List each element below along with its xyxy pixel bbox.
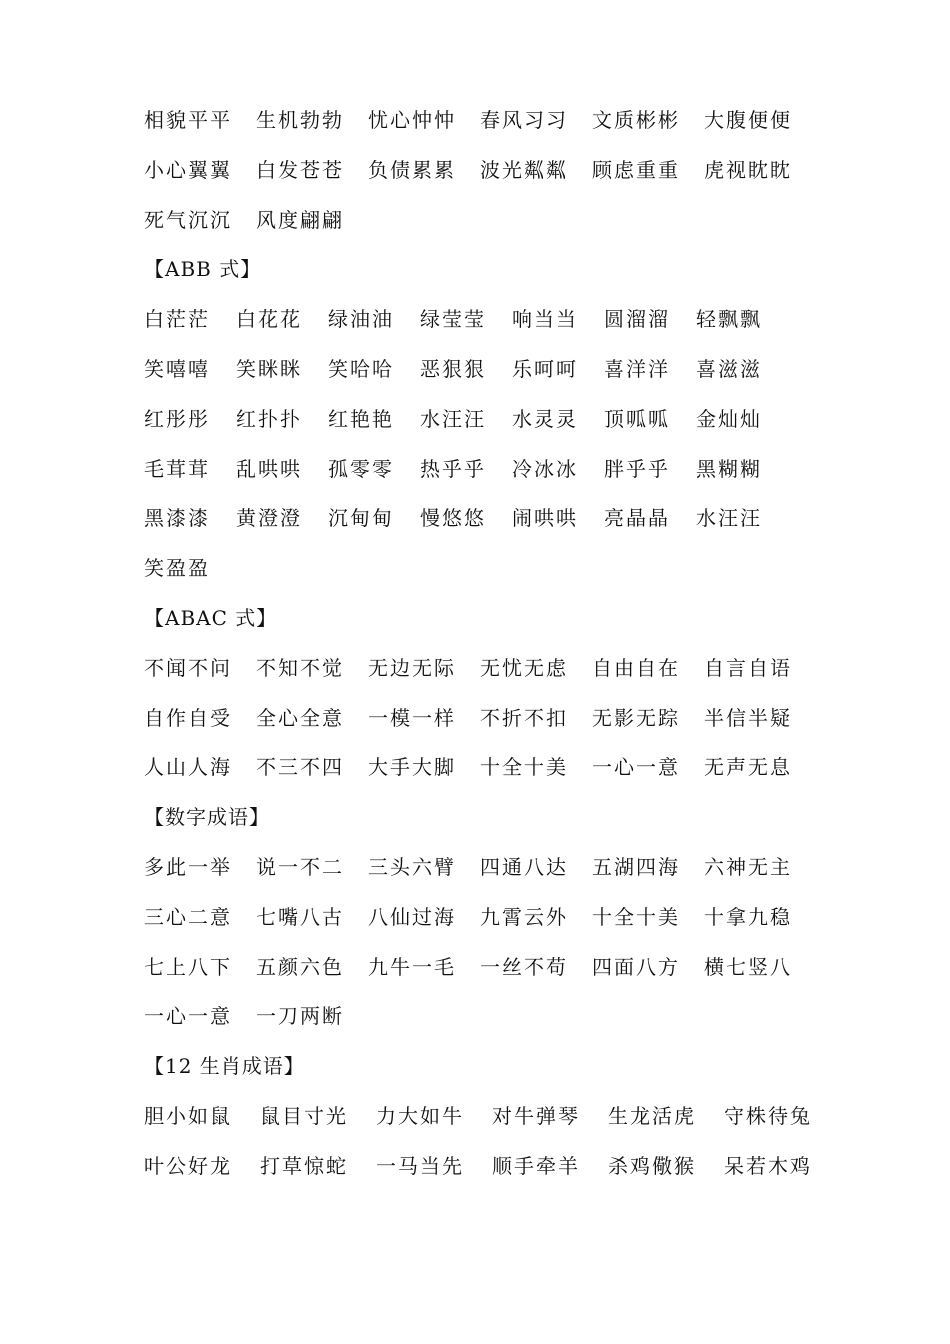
idiom-word: 三心二意 <box>144 904 232 929</box>
idiom-word: 一马当先 <box>376 1153 464 1178</box>
idiom-word: 力大如牛 <box>376 1103 464 1128</box>
idiom-word: 多此一举 <box>144 854 232 879</box>
idiom-word: 一刀两断 <box>256 1004 344 1029</box>
idiom-word: 五湖四海 <box>592 854 680 879</box>
idiom-row <box>144 196 844 246</box>
idiom-word: 人山人海 <box>144 755 232 780</box>
idiom-word: 不三不四 <box>256 755 344 780</box>
idiom-word: 闹哄哄 <box>512 506 578 531</box>
idiom-word: 春风习习 <box>480 108 568 132</box>
idiom-word: 大腹便便 <box>704 108 792 132</box>
idiom-word: 负债累累 <box>368 157 456 182</box>
idiom-row <box>144 943 844 993</box>
idiom-word: 九牛一毛 <box>368 954 456 979</box>
idiom-word: 水灵灵 <box>512 406 578 431</box>
idiom-word: 水汪汪 <box>420 406 486 431</box>
idiom-word: 自作自受 <box>144 705 232 730</box>
idiom-row <box>144 743 844 793</box>
idiom-row <box>144 345 844 395</box>
idiom-word: 四面八方 <box>592 954 680 979</box>
idiom-document <box>144 96 844 1192</box>
section-header: 【数字成语】 <box>144 805 270 830</box>
idiom-word: 乐呵呵 <box>512 356 578 381</box>
section-header: 【ABB 式】 <box>144 257 262 282</box>
idiom-row <box>144 544 844 594</box>
idiom-word: 三头六臂 <box>368 854 456 879</box>
idiom-word: 笑盈盈 <box>144 556 210 581</box>
idiom-word: 十全十美 <box>480 755 568 780</box>
idiom-word: 慢悠悠 <box>420 506 486 531</box>
idiom-word: 绿莹莹 <box>420 307 486 332</box>
section-header: 【12 生肖成语】 <box>144 1054 305 1079</box>
idiom-word: 小心翼翼 <box>144 157 232 182</box>
idiom-word: 波光粼粼 <box>480 157 568 182</box>
idiom-word: 一丝不苟 <box>480 954 568 979</box>
idiom-row <box>144 644 844 694</box>
idiom-word: 横七竖八 <box>704 954 792 979</box>
idiom-word: 轻飘飘 <box>696 307 762 332</box>
idiom-word: 七嘴八古 <box>256 904 344 929</box>
idiom-word: 死气沉沉 <box>144 207 232 232</box>
idiom-word: 冷冰冰 <box>512 456 578 481</box>
idiom-word: 自由自在 <box>592 655 680 680</box>
idiom-word: 无影无踪 <box>592 705 680 730</box>
idiom-word: 对牛弹琴 <box>492 1103 580 1128</box>
idiom-word: 叶公好龙 <box>144 1153 232 1178</box>
idiom-row <box>144 843 844 893</box>
idiom-word: 金灿灿 <box>696 406 762 431</box>
idiom-word: 无声无息 <box>704 755 792 780</box>
idiom-word: 绿油油 <box>328 307 394 332</box>
idiom-word: 呆若木鸡 <box>724 1153 812 1178</box>
idiom-word: 八仙过海 <box>368 904 456 929</box>
idiom-word: 一模一样 <box>368 705 456 730</box>
idiom-word: 十拿九稳 <box>704 904 792 929</box>
idiom-row <box>144 694 844 744</box>
idiom-word: 无忧无虑 <box>480 655 568 680</box>
idiom-row <box>144 395 844 445</box>
idiom-row <box>144 445 844 495</box>
idiom-word: 黄澄澄 <box>236 506 302 531</box>
idiom-word: 乱哄哄 <box>236 456 302 481</box>
idiom-word: 喜洋洋 <box>604 356 670 381</box>
idiom-word: 无边无际 <box>368 655 456 680</box>
idiom-word: 笑哈哈 <box>328 356 394 381</box>
idiom-word: 大手大脚 <box>368 755 456 780</box>
idiom-word: 杀鸡儆猴 <box>608 1153 696 1178</box>
idiom-word: 顺手牵羊 <box>492 1153 580 1178</box>
idiom-word: 文质彬彬 <box>592 108 680 132</box>
idiom-word: 相貌平平 <box>144 108 232 132</box>
idiom-word: 胆小如鼠 <box>144 1103 232 1128</box>
idiom-word: 七上八下 <box>144 954 232 979</box>
idiom-word: 红艳艳 <box>328 406 394 431</box>
idiom-word: 黑糊糊 <box>696 456 762 481</box>
idiom-row <box>144 96 844 146</box>
idiom-word: 不知不觉 <box>256 655 344 680</box>
idiom-word: 十全十美 <box>592 904 680 929</box>
idiom-word: 一心一意 <box>144 1004 232 1029</box>
idiom-word: 自言自语 <box>704 655 792 680</box>
idiom-word: 水汪汪 <box>696 506 762 531</box>
idiom-word: 六神无主 <box>704 854 792 879</box>
idiom-word: 生机勃勃 <box>256 108 344 132</box>
idiom-word: 笑眯眯 <box>236 356 302 381</box>
idiom-word: 说一不二 <box>256 854 344 879</box>
idiom-word: 一心一意 <box>592 755 680 780</box>
idiom-word: 生龙活虎 <box>608 1103 696 1128</box>
idiom-row <box>144 1092 844 1142</box>
idiom-word: 圆溜溜 <box>604 307 670 332</box>
idiom-row <box>144 1142 844 1192</box>
idiom-word: 毛茸茸 <box>144 456 210 481</box>
idiom-row <box>144 295 844 345</box>
idiom-word: 全心全意 <box>256 705 344 730</box>
idiom-word: 喜滋滋 <box>696 356 762 381</box>
idiom-word: 黑漆漆 <box>144 506 210 531</box>
idiom-word: 红彤彤 <box>144 406 210 431</box>
idiom-row <box>144 494 844 544</box>
idiom-word: 热乎乎 <box>420 456 486 481</box>
idiom-word: 不折不扣 <box>480 705 568 730</box>
idiom-word: 九霄云外 <box>480 904 568 929</box>
idiom-row <box>144 146 844 196</box>
idiom-word: 不闻不问 <box>144 655 232 680</box>
idiom-word: 顾虑重重 <box>592 157 680 182</box>
idiom-word: 五颜六色 <box>256 954 344 979</box>
idiom-word: 沉甸甸 <box>328 506 394 531</box>
idiom-word: 胖乎乎 <box>604 456 670 481</box>
idiom-word: 打草惊蛇 <box>260 1153 348 1178</box>
idiom-word: 鼠目寸光 <box>260 1103 348 1128</box>
idiom-word: 白发苍苍 <box>256 157 344 182</box>
idiom-word: 白茫茫 <box>144 307 210 332</box>
idiom-word: 恶狠狠 <box>420 356 486 381</box>
idiom-word: 虎视眈眈 <box>704 157 792 182</box>
idiom-word: 风度翩翩 <box>256 207 344 232</box>
idiom-word: 笑嘻嘻 <box>144 356 210 381</box>
idiom-word: 孤零零 <box>328 456 394 481</box>
section-header: 【ABAC 式】 <box>144 605 278 630</box>
idiom-word: 半信半疑 <box>704 705 792 730</box>
idiom-word: 白花花 <box>236 307 302 332</box>
idiom-word: 忧心忡忡 <box>368 108 456 132</box>
idiom-row <box>144 992 844 1042</box>
idiom-word: 响当当 <box>512 307 578 332</box>
idiom-row <box>144 893 844 943</box>
idiom-word: 顶呱呱 <box>604 406 670 431</box>
idiom-word: 四通八达 <box>480 854 568 879</box>
idiom-word: 红扑扑 <box>236 406 302 431</box>
idiom-word: 守株待兔 <box>724 1103 812 1128</box>
idiom-word: 亮晶晶 <box>604 506 670 531</box>
